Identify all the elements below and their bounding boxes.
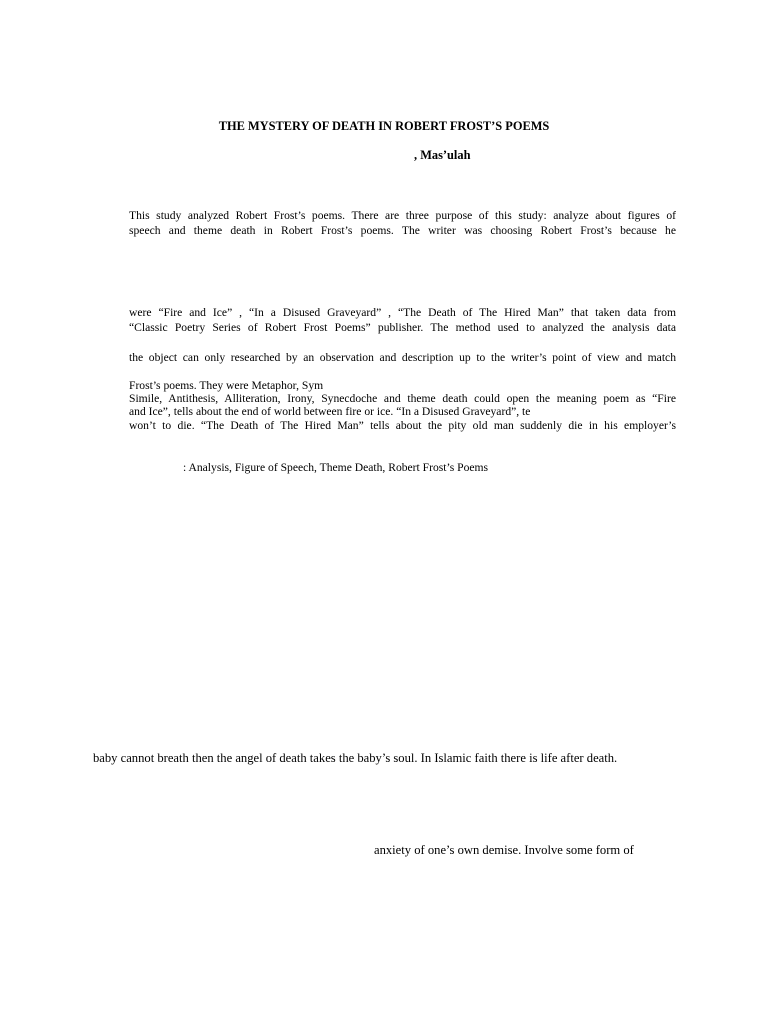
abstract-line: This study analyzed Robert Frost’s poems. There are three purpose of this study: analyze about figures of xyxy=(129,209,676,222)
abstract-line: speech and theme death in Robert Frost’s poems. The writer was choosing Robert Frost’s because he xyxy=(129,224,676,237)
paper-title: THE MYSTERY OF DEATH IN ROBERT FROST’S POEMS xyxy=(218,119,550,133)
body-text-line: anxiety of one’s own demise. Involve some form of xyxy=(374,843,634,857)
abstract-line: and Ice”, tells about the end of world between fire or ice. “In a Disused Graveyard”, te xyxy=(129,405,531,418)
abstract-line: Frost’s poems. They were Metaphor, Sym xyxy=(129,379,324,392)
keywords-line: : Analysis, Figure of Speech, Theme Death, Robert Frost’s Poems xyxy=(183,461,489,474)
abstract-line: the object can only researched by an observation and description up to the writer’s point of view and match xyxy=(129,351,676,364)
abstract-line: “Classic Poetry Series of Robert Frost Poems” publisher. The method used to analyzed the analysis data xyxy=(129,321,676,334)
abstract-line: were “Fire and Ice” , “In a Disused Graveyard” , “The Death of The Hired Man” that taken data from xyxy=(129,306,676,319)
abstract-line: won’t to die. “The Death of The Hired Man” tells about the pity old man suddenly die in his employer’s xyxy=(129,419,676,432)
author-name: , Mas’ulah xyxy=(414,148,471,162)
abstract-line: Simile, Antithesis, Alliteration, Irony, Synecdoche and theme death could open the meaning poem as “Fire xyxy=(129,392,676,405)
body-text-line: baby cannot breath then the angel of death takes the baby’s soul. In Islamic faith there is life after death. xyxy=(93,751,618,765)
